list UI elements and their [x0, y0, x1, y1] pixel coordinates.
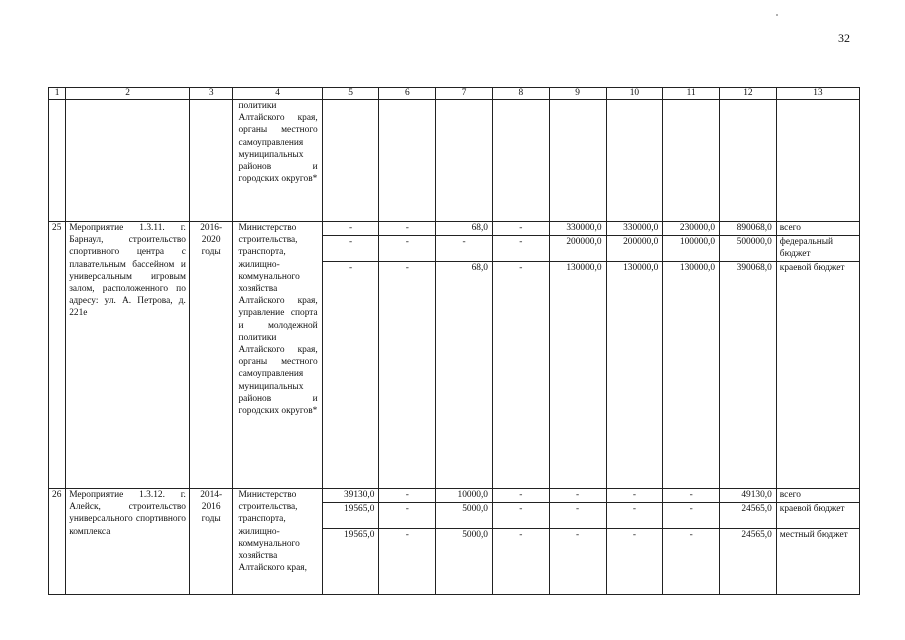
cell-col8: -: [492, 529, 549, 595]
cell-col7: 5000,0: [436, 529, 493, 595]
table-row: [49, 489, 860, 503]
cell-col7: 10000,0: [436, 489, 493, 503]
cell-col6: -: [379, 529, 436, 595]
cell-col6: -: [379, 222, 436, 236]
cell-col5: -: [322, 262, 379, 489]
measure-executor: Министерство строительства, транспорта, жилищно-коммунального хозяйства Алтайского края, управление спорта и молодежной политики Алтайского края, органы местного самоуправления муниципальных районов и городских округов*: [233, 222, 322, 489]
cell-col10: -: [606, 489, 663, 503]
scan-speck: [776, 14, 778, 16]
program-table: [48, 87, 860, 595]
header-cell: 5: [322, 88, 379, 100]
cell-col8: -: [492, 503, 549, 529]
header-cell: 2: [66, 88, 190, 100]
cell-col8: -: [492, 489, 549, 503]
cell-col9: 330000,0: [549, 222, 606, 236]
header-cell: 11: [663, 88, 720, 100]
cell-col10: 130000,0: [606, 262, 663, 489]
header-cell: 12: [720, 88, 777, 100]
cell-col12: 24565,0: [720, 529, 777, 595]
executor-continuation: политики Алтайского края, органы местного самоуправления муниципальных районов и городских округов*: [233, 100, 322, 222]
header-cell: 7: [436, 88, 493, 100]
cell-col11: -: [663, 503, 720, 529]
budget-source: краевой бюджет: [776, 503, 859, 529]
cell-col5: 19565,0: [322, 529, 379, 595]
cell-col9: -: [549, 529, 606, 595]
cell-col5: 19565,0: [322, 503, 379, 529]
cell-col9: 200000,0: [549, 236, 606, 262]
cell-col11: 100000,0: [663, 236, 720, 262]
budget-source: всего: [776, 489, 859, 503]
cell-col12: 24565,0: [720, 503, 777, 529]
cell-col7: -: [436, 236, 493, 262]
header-cell: 8: [492, 88, 549, 100]
measure-years: 2016-2020 годы: [189, 222, 233, 489]
measure-name: Мероприятие 1.3.11. г. Барнаул, строительство спортивного центра с плавательным бассейном и универсальным игровым залом, расположенного по адресу: ул. А. Петрова, д. 221е: [66, 222, 190, 489]
header-row: [49, 88, 860, 100]
header-cell: 1: [49, 88, 66, 100]
cell-col7: 68,0: [436, 262, 493, 489]
header-cell: 4: [233, 88, 322, 100]
header-cell: 6: [379, 88, 436, 100]
measure-years: 2014-2016 годы: [189, 489, 233, 595]
cell-col12: 390068,0: [720, 262, 777, 489]
cell-col11: -: [663, 529, 720, 595]
cell-col12: 890068,0: [720, 222, 777, 236]
cell-col8: -: [492, 222, 549, 236]
row-number: 25: [49, 222, 66, 489]
cell-col6: -: [379, 503, 436, 529]
measure-name: Мероприятие 1.3.12. г. Алейск, строительство универсального спортивного комплекса: [66, 489, 190, 595]
header-cell: 13: [776, 88, 859, 100]
budget-source: всего: [776, 222, 859, 236]
budget-source: федеральный бюджет: [776, 236, 859, 262]
cell-col10: 200000,0: [606, 236, 663, 262]
cell-col12: 49130,0: [720, 489, 777, 503]
cell-col10: 330000,0: [606, 222, 663, 236]
cell-col7: 5000,0: [436, 503, 493, 529]
cell-col5: 39130,0: [322, 489, 379, 503]
cell-col8: -: [492, 262, 549, 489]
cell-col11: 230000,0: [663, 222, 720, 236]
cell-col11: 130000,0: [663, 262, 720, 489]
budget-source: местный бюджет: [776, 529, 859, 595]
page-number: 32: [838, 31, 850, 45]
cell-col10: -: [606, 529, 663, 595]
row-number: 26: [49, 489, 66, 595]
cell-col5: -: [322, 222, 379, 236]
header-cell: 10: [606, 88, 663, 100]
measure-executor: Министерство строительства, транспорта, жилищно-коммунального хозяйства Алтайского края,: [233, 489, 322, 595]
continuation-row: [49, 100, 860, 222]
cell-col9: -: [549, 489, 606, 503]
header-cell: 9: [549, 88, 606, 100]
cell-col11: -: [663, 489, 720, 503]
header-cell: 3: [189, 88, 233, 100]
cell-col8: -: [492, 236, 549, 262]
cell-col10: -: [606, 503, 663, 529]
cell-col7: 68,0: [436, 222, 493, 236]
cell-col9: 130000,0: [549, 262, 606, 489]
cell-col12: 500000,0: [720, 236, 777, 262]
cell-col6: -: [379, 262, 436, 489]
cell-col6: -: [379, 236, 436, 262]
table-row: [49, 222, 860, 236]
cell-col6: -: [379, 489, 436, 503]
cell-col9: -: [549, 503, 606, 529]
budget-source: краевой бюджет: [776, 262, 859, 489]
cell-col5: -: [322, 236, 379, 262]
